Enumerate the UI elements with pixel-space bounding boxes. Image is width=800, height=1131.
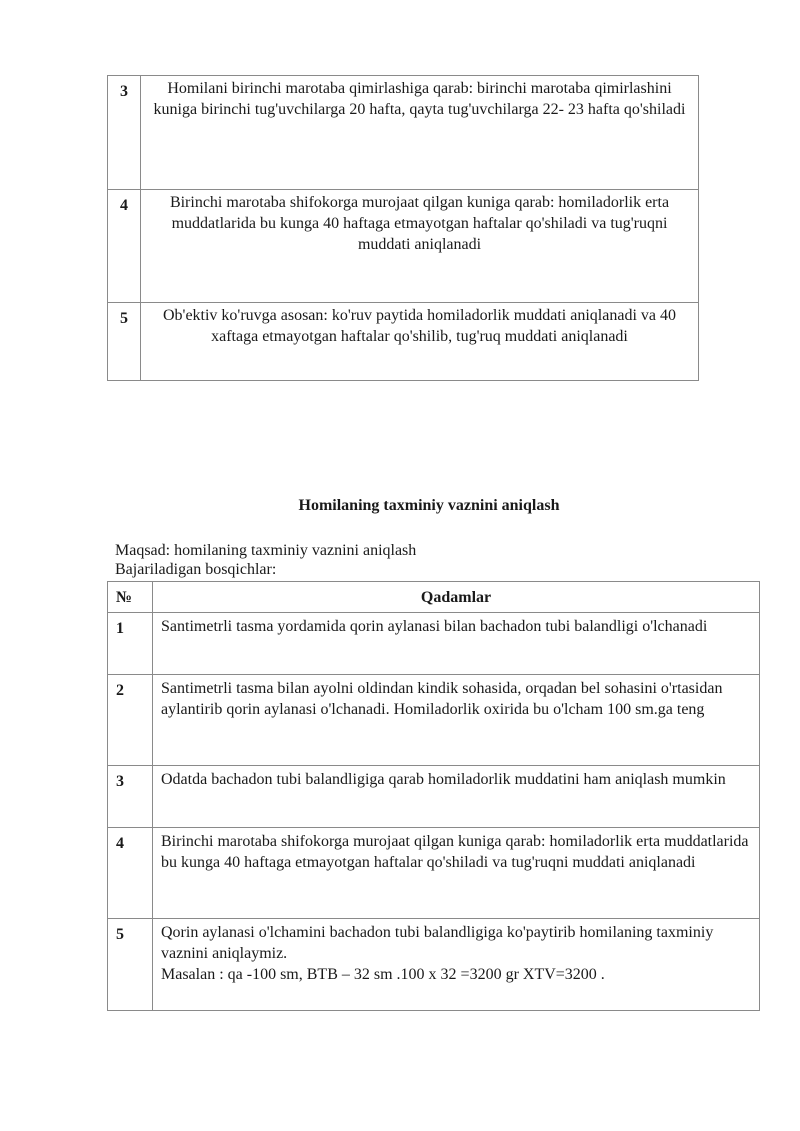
- table-row: [108, 303, 699, 381]
- step-line: Santimetrli tasma bilan ayolni oldindan kindik sohasida, orqadan bel sohasini o'rtasidan aylantirib qorin aylanasi o'lchanadi. Homiladorlik oxirida bu o'lcham 100 sm.ga teng: [161, 680, 723, 718]
- section-intro: [115, 541, 416, 579]
- row-number: 4: [108, 190, 141, 303]
- row-text: Birinchi marotaba shifokorga murojaat qilgan kuniga qarab: homiladorlik erta muddatlarida bu kunga 40 haftaga etmayotgan haftalar qo'shiladi va tug'ruqni muddati aniqlanadi: [141, 190, 699, 303]
- table-row: [108, 675, 760, 766]
- header-steps: Qadamlar: [153, 582, 760, 613]
- step-number: 1: [108, 613, 153, 675]
- step-number: 2: [108, 675, 153, 766]
- section-title: Homilaning taxminiy vaznini aniqlash: [298, 497, 560, 514]
- methods-table: [107, 75, 699, 381]
- row-number: 3: [108, 76, 141, 190]
- header-number: №: [108, 582, 153, 613]
- table-row: [108, 190, 699, 303]
- table-row: [108, 766, 760, 828]
- step-text: [153, 675, 760, 766]
- table-row: [108, 613, 760, 675]
- step-number: 5: [108, 919, 153, 1011]
- step-line: Qorin aylanasi o'lchamini bachadon tubi balandligiga ko'paytirib homilaning taxminiy vaznini aniqlaymiz.: [161, 924, 714, 962]
- step-line: Santimetrli tasma yordamida qorin aylanasi bilan bachadon tubi balandligi o'lchanadi: [161, 618, 708, 635]
- row-number: 5: [108, 303, 141, 381]
- table-row: [108, 919, 760, 1011]
- table-row: [108, 76, 699, 190]
- row-text: Ob'ektiv ko'ruvga asosan: ko'ruv paytida homiladorlik muddati aniqlanadi va 40 xaftaga etmayotgan haftalar qo'shilib, tug'ruq muddati aniqlanadi: [141, 303, 699, 381]
- example-line: Masalan : qa -100 sm, BTB – 32 sm .100 x 32 =3200 gr XTV=3200 .: [161, 966, 605, 983]
- table-header-row: [108, 582, 760, 613]
- steps-label: Bajariladigan bosqichlar:: [115, 561, 277, 578]
- table-row: [108, 828, 760, 919]
- purpose-text: Maqsad: homilaning taxminiy vaznini aniqlash: [115, 542, 417, 559]
- step-text: [153, 828, 760, 919]
- step-number: 4: [108, 828, 153, 919]
- step-line: Odatda bachadon tubi balandligiga qarab homiladorlik muddatini ham aniqlash mumkin: [161, 771, 726, 788]
- step-text: [153, 766, 760, 828]
- step-line: Birinchi marotaba shifokorga murojaat qilgan kuniga qarab: homiladorlik erta muddatlarida bu kunga 40 haftaga etmayotgan haftalar qo'shiladi va tug'ruqni muddati aniqlanadi: [161, 833, 749, 871]
- step-text: [153, 919, 760, 1011]
- row-text: Homilani birinchi marotaba qimirlashiga qarab: birinchi marotaba qimirlashini kuniga birinchi tug'uvchilarga 20 hafta, qayta tug'uvchilarga 22- 23 hafta qo'shiladi: [141, 76, 699, 190]
- step-number: 3: [108, 766, 153, 828]
- step-text: [153, 613, 760, 675]
- steps-table: [107, 581, 760, 1011]
